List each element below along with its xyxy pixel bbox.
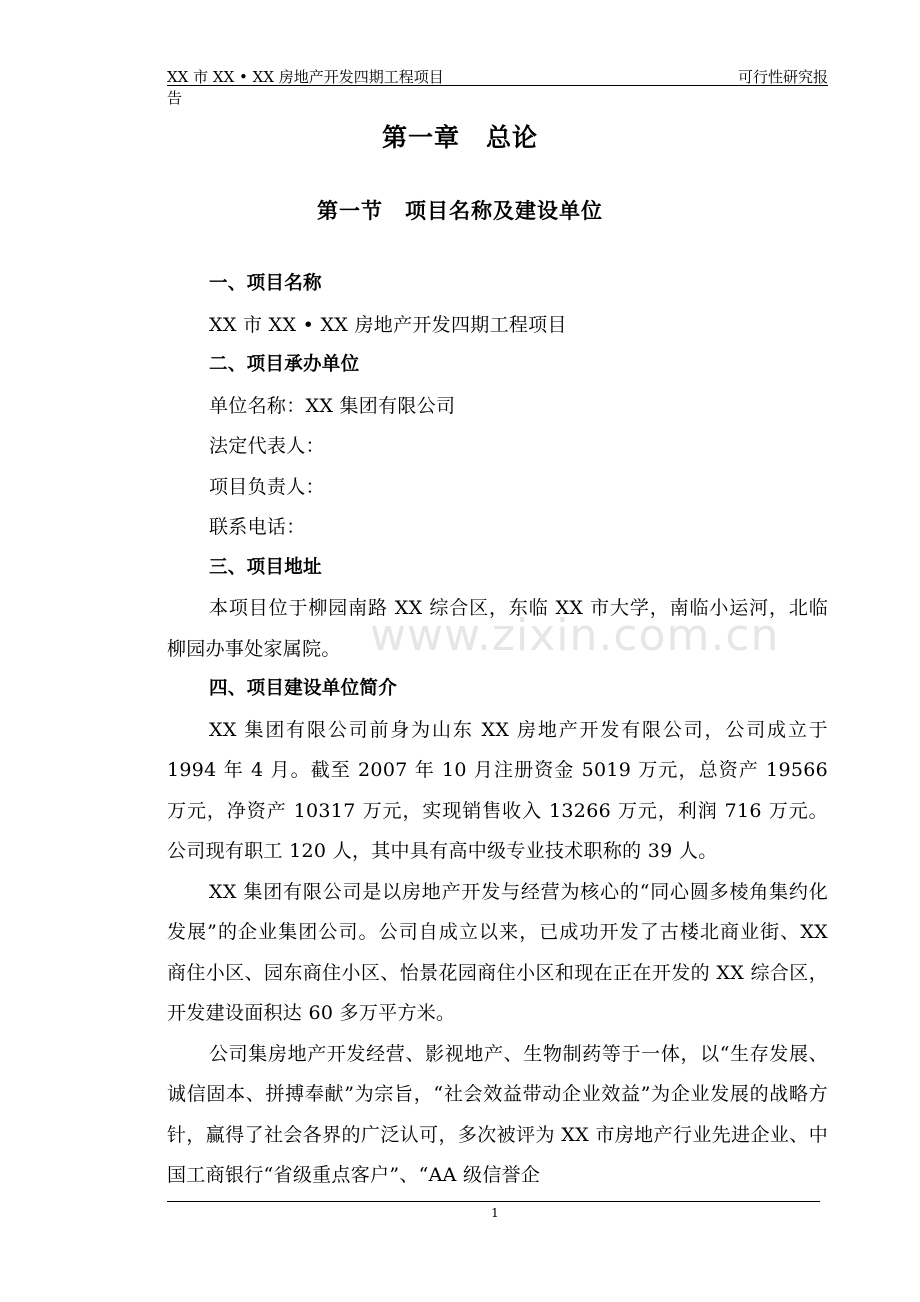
section-title: 第一节 项目名称及建设单位	[317, 199, 603, 223]
header-project-title: XX 市 XX • XX 房地产开发四期工程项目	[167, 68, 444, 86]
header-report-title-wrap: 告	[167, 89, 183, 107]
heading-company-profile: 四、项目建设单位简介	[209, 678, 398, 699]
footer-divider	[167, 1201, 820, 1202]
company-profile-paragraph-1: XX 集团有限公司前身为山东 XX 房地产开发有限公司，公司成立于 1994 年 4 月。截至 2007 年 10 月注册资金 5019 万元，总资产 19566 万元，净资产 10317 万元，实现销售收入 13266 万元，利润 716 万元。公司现有职工 120 人，其中具有高中级专业技术职称的 39 人。	[167, 718, 828, 862]
heading-project-name: 一、项目名称	[209, 273, 322, 294]
page-number: 1	[491, 1206, 499, 1220]
unit-name: 单位名称：XX 集团有限公司	[209, 394, 456, 417]
heading-project-address: 三、项目地址	[209, 556, 322, 578]
chapter-title: 第一章 总论	[381, 123, 538, 152]
project-manager: 项目负责人：	[209, 475, 325, 498]
legal-representative: 法定代表人：	[209, 435, 325, 457]
company-profile-paragraph-3: 公司集房地产开发经营、影视地产、生物制药等于一体，以“生存发展、诚信固本、拼搏奉献”为宗旨，“社会效益带动企业效益”为企业发展的战略方针，赢得了社会各界的广泛认可，多次被评为 XX 市房地产行业先进企业、中国工商银行“省级重点客户”、“AA 级信誉企	[167, 1042, 828, 1186]
company-profile-paragraph-2: XX 集团有限公司是以房地产开发与经营为核心的“同心圆多棱角集约化发展”的企业集团公司。公司自成立以来，已成功开发了古楼北商业街、XX 商住小区、园东商住小区、怡景花园商住小区和现在正在开发的 XX 综合区，开发建设面积达 60 多万平方米。	[167, 880, 828, 1024]
project-address-text: 本项目位于柳园南路 XX 综合区，东临 XX 市大学，南临小运河，北临柳园办事处家属院。	[167, 597, 828, 660]
watermark: www.zixin.com.cn	[370, 610, 780, 661]
document-body	[167, 264, 828, 1196]
heading-undertaking-unit: 二、项目承办单位	[209, 354, 360, 375]
header-divider	[167, 85, 828, 86]
header-report-title: 可行性研究报	[737, 68, 828, 86]
project-name-text: XX 市 XX • XX 房地产开发四期工程项目	[209, 313, 567, 336]
contact-phone: 联系电话：	[209, 516, 306, 538]
